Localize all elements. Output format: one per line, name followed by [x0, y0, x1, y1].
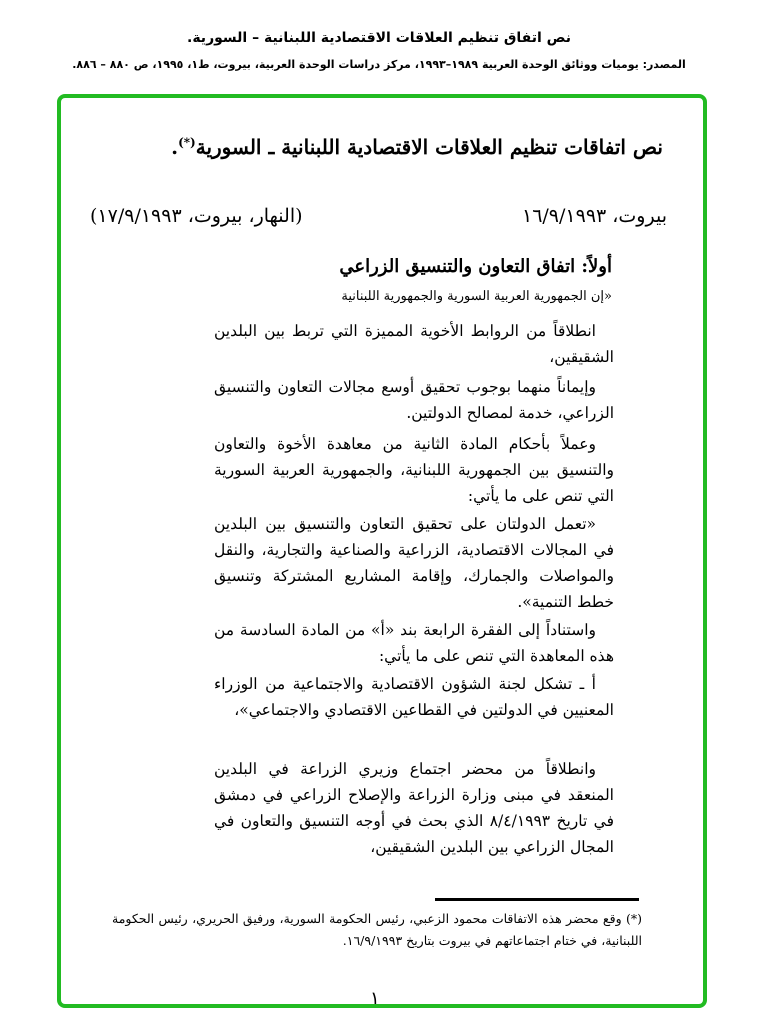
document-title — [171, 135, 663, 159]
footnote-marker: (*) — [178, 135, 196, 150]
dateline-source: (النهار، بيروت، ١٧/٩/١٩٩٣) — [90, 205, 303, 227]
dateline — [90, 205, 667, 227]
dateline-place-date: بيروت، ١٦/٩/١٩٩٣ — [522, 205, 667, 227]
paragraph: وإيماناً منهما بوجوب تحقيق أوسع مجالات التعاون والتنسيق الزراعي، خدمة لمصالح الدولتين. — [214, 378, 614, 422]
paragraph: وانطلاقاً من محضر اجتماع وزيري الزراعة في البلدين المنعقد في مبنى وزارة الزراعة والإصلاح الزراعي في دمشق في تاريخ ٨/٤/١٩٩٣ الذي بحث في أوجه التنسيق والتعاون في المجال الزراعي بين البلدين الشقيقين، — [214, 760, 614, 856]
paragraph: أ ـ تشكل لجنة الشؤون الاقتصادية والاجتماعية من الوزراء المعنيين في الدولتين في القطاعين الاقتصادي والاجتماعي»، — [214, 675, 614, 719]
paragraph: وعملاً بأحكام المادة الثانية من معاهدة الأخوة والتعاون والتنسيق بين الجمهورية اللبنانية، والجمهورية العربية السورية التي تنص على ما يأتي: — [214, 435, 614, 505]
title-text: نص اتفاقات تنظيم العلاقات الاقتصادية اللبنانية ـ السورية — [195, 135, 663, 159]
paragraph: «تعمل الدولتان على تحقيق التعاون والتنسيق بين البلدين في المجالات الاقتصادية، الزراعية والصناعية والتجارية، والنقل والمواصلات والجمارك، وإقامة المشاريع المشتركة وتنسيق خطط التنمية». — [214, 515, 614, 611]
title-end: . — [171, 135, 179, 159]
paragraph: انطلاقاً من الروابط الأخوية المميزة التي تربط بين البلدين الشقيقين، — [214, 322, 614, 366]
page-number: ١ — [370, 988, 380, 1009]
paragraph: واستناداً إلى الفقرة الرابعة بند «أ» من المادة السادسة من هذه المعاهدة التي تنص على ما يأتي: — [214, 621, 614, 665]
footnote-rule — [435, 898, 639, 901]
footnote: (*) وقع محضر هذه الاتفاقات محمود الزعبي، رئيس الحكومة السورية، ورفيق الحريري، رئيس الحكومة اللبنانية، في ختام اجتماعاتهم في بيروت بتاريخ ١٦/٩/١٩٩٣. — [112, 911, 642, 948]
section-heading: أولاً: اتفاق التعاون والتنسيق الزراعي — [339, 256, 612, 277]
header-source: المصدر: يوميات ووثائق الوحدة العربية ١٩٨٩–١٩٩٣، مركز دراسات الوحدة العربية، بيروت، ط١، ١٩٩٥، ص ٨٨٠ – ٨٨٦. — [72, 58, 686, 71]
intro-line: «إن الجمهورية العربية السورية والجمهورية اللبنانية — [341, 289, 612, 304]
header-title: نص اتفاق تنظيم العلاقات الاقتصادية اللبنانية – السورية. — [187, 30, 571, 46]
